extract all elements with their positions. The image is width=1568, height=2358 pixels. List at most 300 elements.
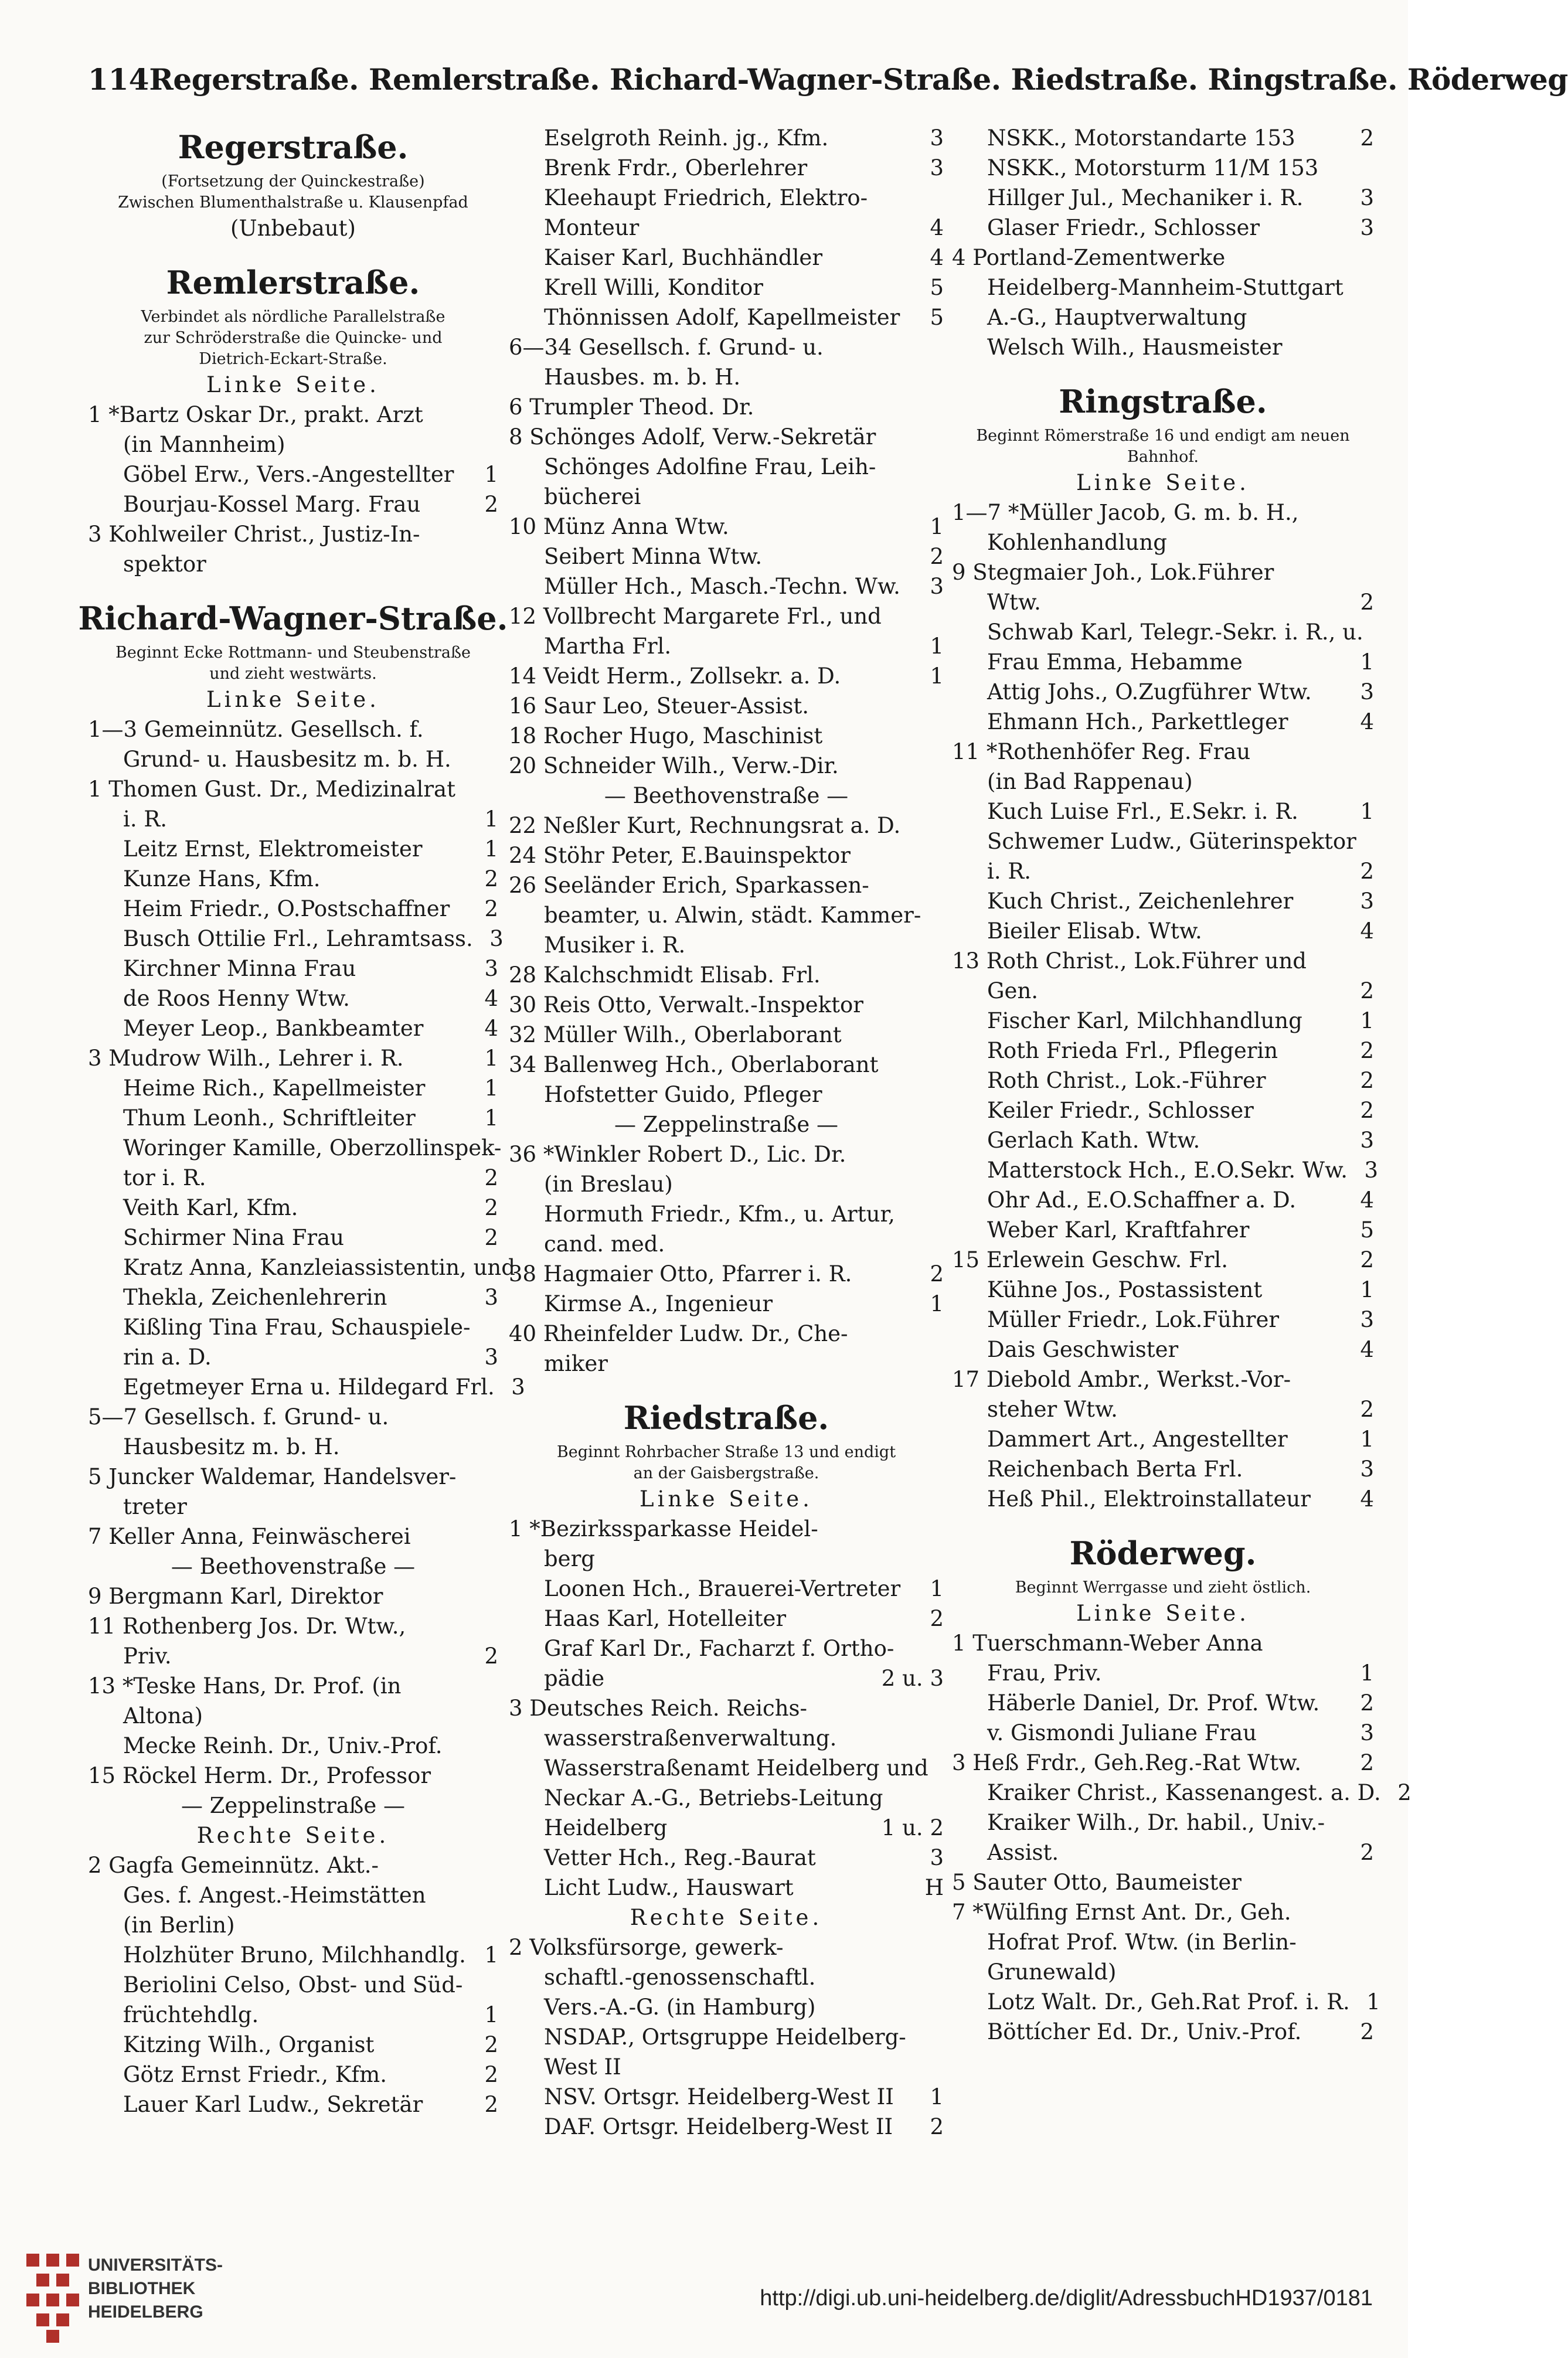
entry-text: Schwab Karl, Telegr.-Sekr. i. R., u. [987,620,1363,645]
street-heading [88,258,498,307]
entry-text: beamter, u. Alwin, städt. Kammer- [544,903,921,928]
entry-continuation [509,2052,944,2082]
entry-text: 4 Portland-Zementwerke [952,245,1226,270]
entry-text: DAF. Ortsgr. Heidelberg-West II [544,2114,893,2139]
entry-continuation [509,900,944,930]
directory-entry [88,519,498,549]
directory-entry [952,1778,1411,1808]
floor-number: 3 [1360,185,1374,210]
floor-number: 2 [484,1225,498,1250]
street-description [88,192,498,213]
entry-text: — Zeppelinstraße — [614,1112,839,1137]
entry-continuation [509,1723,944,1753]
spacer [509,1379,944,1394]
entry-text: Riedstraße. [623,1399,829,1437]
entry-text: miker [544,1351,608,1376]
directory-entry [509,1080,944,1110]
entry-continuation [952,1927,1374,1957]
directory-entry [509,1783,944,1813]
directory-entry [952,826,1374,856]
street-description [952,426,1374,447]
entry-text: Thum Leonh., Schriftleiter [123,1105,416,1131]
entry-text: 14 Veidt Herm., Zollsekr. a. D. [509,663,841,689]
directory-entry [952,1125,1374,1155]
entry-text: Keiler Friedr., Schlosser [987,1098,1254,1123]
directory-entry [952,1365,1374,1394]
floor-number: 2 [1360,1840,1374,1865]
entry-text: Wtw. [987,590,1041,615]
spacer [952,362,1374,377]
source-url[interactable]: http://digi.ub.uni-heidelberg.de/diglit/AdressbuchHD1937/0181 [760,2286,1373,2311]
floor-number: 1 [1366,1989,1380,2015]
entry-continuation [88,1432,498,1462]
floor-number: 3 [930,155,944,181]
directory-entry [509,123,944,153]
directory-entry [509,1843,944,1873]
entry-continuation [509,631,944,661]
entry-text: Leitz Ernst, Elektromeister [123,836,423,862]
floor-number: 2 [1360,1068,1374,1093]
entry-continuation [952,1957,1374,1987]
floor-number: 1 [484,1942,498,1968]
floor-number: 5 [1360,1217,1374,1243]
entry-text: pädie [544,1666,605,1691]
directory-entry [952,1748,1374,1778]
directory-entry [88,2090,498,2119]
street-heading [509,1394,944,1442]
entry-text: Beriolini Celso, Obst- und Süd- [123,1972,463,1998]
entry-continuation [509,1544,944,1574]
floor-number: 2 [484,1195,498,1220]
directory-entry [509,2112,944,2142]
entry-continuation [952,1394,1374,1424]
entry-text: i. R. [987,859,1031,884]
entry-text: 1—7 *Müller Jacob, G. m. b. H., [952,500,1299,525]
entry-text: Göbel Erw., Vers.-Angestellter [123,462,454,487]
directory-entry [952,797,1374,826]
entry-text: Lauer Karl Ludw., Sekretär [123,2092,423,2117]
directory-entry [952,1484,1374,1514]
entry-continuation [88,1342,498,1372]
entry-text: Frau Emma, Hebamme [987,649,1243,675]
entry-text: Mecke Reinh. Dr., Univ.-Prof. [123,1733,443,1758]
entry-text: 26 Seeländer Erich, Sparkassen- [509,873,869,898]
entry-text: Reichenbach Berta Frl. [987,1457,1243,1482]
directory-entry [509,691,944,721]
directory-entry [952,617,1374,647]
entry-text: Heim Friedr., O.Postschaffner [123,896,450,921]
directory-entry [509,183,944,213]
entry-text: Hofrat Prof. Wtw. (in Berlin- [987,1930,1297,1955]
entry-text: Schönges Adolfine Frau, Leih- [544,454,876,479]
entry-continuation [88,1641,498,1671]
directory-entry [509,960,944,990]
entry-text: Bieiler Elisab. Wtw. [987,918,1202,944]
floor-number: 2 [1360,1397,1374,1422]
floor-number: 2 [930,1261,944,1287]
entry-text: Kraiker Wilh., Dr. habil., Univ.- [987,1810,1325,1835]
floor-number: 1 [1360,1008,1374,1033]
entry-text: (Fortsetzung der Quinckestraße) [161,172,425,190]
entry-text: 13 Roth Christ., Lok.Führer und [952,948,1307,974]
directory-entry [509,1753,944,1783]
entry-text: Kuch Luise Frl., E.Sekr. i. R. [987,799,1298,824]
entry-text: Heidelberg [544,1815,668,1840]
entry-text: Krell Willi, Konditor [544,275,763,300]
directory-entry [952,1036,1374,1066]
entry-text: Hofstetter Guido, Pfleger [544,1082,822,1107]
floor-number: 1 [930,1576,944,1601]
entry-text: Linke Seite. [1076,1601,1250,1626]
entry-text: Hausbesitz m. b. H. [123,1434,340,1459]
entry-continuation [88,804,498,834]
entry-text: 2 Volksfürsorge, gewerk- [509,1935,784,1960]
entry-text: cand. med. [544,1231,665,1257]
entry-continuation [88,1701,498,1731]
entry-text: Grund- u. Hausbesitz m. b. H. [123,747,451,772]
floor-number: 4 [484,1016,498,1041]
entry-text: 30 Reis Otto, Verwalt.-Inspektor [509,992,863,1018]
directory-entry [88,1581,498,1611]
entry-continuation [88,1282,498,1312]
floor-number: 2 [1360,125,1374,151]
entry-text: Neckar A.-G., Betriebs-Leitung [544,1785,883,1811]
street-description [952,1577,1374,1598]
directory-entry [88,1402,498,1432]
floor-number: 2 [930,1606,944,1631]
floor-number: 3 [930,125,944,151]
entry-text: (in Bad Rappenau) [987,769,1193,794]
entry-text: Kühne Jos., Postassistent [987,1277,1263,1302]
entry-text: 6—34 Gesellsch. f. Grund- u. [509,335,824,360]
entry-text: Gerlach Kath. Wtw. [987,1128,1200,1153]
entry-text: 17 Diebold Ambr., Werkst.-Vor- [952,1367,1291,1392]
floor-number: 2 [1360,1098,1374,1123]
floor-number: 1 [1360,649,1374,675]
directory-entry [952,1245,1374,1275]
directory-entry [509,751,944,781]
entry-text: Zwischen Blumenthalstraße u. Klausenpfad [118,193,468,212]
entry-text: Beginnt Werrgasse und zieht östlich. [1015,1578,1311,1597]
directory-entry [952,2017,1374,2047]
entry-text: 1—3 Gemeinnütz. Gesellsch. f. [88,717,424,742]
entry-text: 34 Ballenweg Hch., Oberlaborant [509,1052,879,1077]
entry-continuation [509,213,944,243]
floor-number: 1 u. 2 [881,1815,944,1840]
entry-continuation [509,362,944,392]
directory-entry [952,243,1374,273]
entry-text: Loonen Hch., Brauerei-Vertreter [544,1576,901,1601]
directory-entry [88,1940,498,1970]
floor-number: 3 [1360,1457,1374,1482]
floor-number: 3 [511,1374,525,1400]
street-description [88,307,498,328]
directory-entry [88,1133,502,1163]
entry-text: Seibert Minna Wtw. [544,544,763,569]
entry-text: Brenk Frdr., Oberlehrer [544,155,808,181]
entry-continuation [952,767,1374,797]
directory-entry [509,1319,944,1349]
floor-number: 1 [484,1105,498,1131]
library-name-line: HEIDELBERG [88,2302,203,2322]
floor-number: 2 [1360,1690,1374,1716]
directory-entry [88,1372,525,1402]
floor-number: 3 [1360,215,1374,240]
section-label [509,781,944,811]
entry-text: 1 *Bezirkssparkasse Heidel- [509,1516,818,1542]
entry-text: steher Wtw. [987,1397,1118,1422]
directory-entry [509,841,944,870]
entry-continuation [952,1838,1374,1867]
entry-text: Heidelberg-Mannheim-Stuttgart [987,275,1343,300]
directory-entry [509,721,944,751]
directory-entry [952,916,1374,946]
directory-entry [88,1731,498,1761]
entry-text: Monteur [544,215,640,240]
section-label [88,370,498,400]
street-description [952,447,1374,468]
entry-text: Müller Hch., Masch.-Techn. Ww. [544,574,900,599]
directory-entry [509,1289,944,1319]
entry-text: 6 Trumpler Theod. Dr. [509,394,754,420]
floor-number: 1 [930,663,944,689]
directory-entry [88,834,498,864]
entry-continuation [509,1229,944,1259]
directory-entry [952,946,1374,976]
entry-text: Eselgroth Reinh. jg., Kfm. [544,125,829,151]
entry-text: 36 *Winkler Robert D., Lic. Dr. [509,1142,846,1167]
directory-entry [952,1275,1374,1305]
floor-number: 3 [1360,1720,1374,1745]
directory-entry [952,677,1374,707]
entry-text: Welsch Wilh., Hausmeister [987,335,1283,360]
entry-continuation [952,976,1374,1006]
directory-entry [952,1628,1374,1658]
section-label [952,1598,1374,1628]
directory-entry [509,542,944,571]
entry-text: 24 Stöhr Peter, E.Bauinspektor [509,843,851,868]
entry-text: Dammert Art., Angestellter [987,1427,1288,1452]
street-description [88,349,498,370]
directory-entry [88,1013,498,1043]
entry-text: Altona) [123,1703,203,1728]
directory-entry [88,1522,498,1551]
entry-text: Egetmeyer Erna u. Hildegard Frl. [123,1374,495,1400]
entry-continuation [88,430,498,460]
directory-entry [952,332,1374,362]
entry-text: Heß Phil., Elektroinstallateur [987,1486,1311,1512]
entry-text: Kohlenhandlung [987,530,1167,555]
entry-text: Linke Seite. [640,1486,813,1512]
running-title: Regerstraße. Remlerstraße. Richard-Wagner-Straße. Riedstraße. Ringstraße. Röderweg [149,62,1568,97]
directory-entry [509,1050,944,1080]
floor-number: 3 [1360,889,1374,914]
entry-text: — Beethovenstraße — [171,1554,416,1579]
section-label [509,1903,944,1932]
entry-text: Dietrich-Eckart-Straße. [199,350,387,368]
floor-number: 2 [484,2032,498,2057]
floor-number: 2 [1397,1780,1411,1805]
entry-continuation [952,587,1374,617]
entry-text: Kißling Tina Frau, Schauspiele- [123,1315,471,1340]
entry-text: treter [123,1494,187,1519]
directory-entry [88,774,498,804]
entry-text: Beginnt Ecke Rottmann- und Steubenstraße [115,644,471,662]
directory-entry [88,1761,498,1791]
entry-text: Kratz Anna, Kanzleiassistentin, und [123,1255,515,1280]
entry-text: Weber Karl, Kraftfahrer [987,1217,1250,1243]
page-number: 114 [88,62,149,97]
entry-continuation [952,647,1374,677]
entry-text: tor i. R. [123,1165,206,1190]
directory-entry [952,886,1374,916]
entry-text: Götz Ernst Friedr., Kfm. [123,2062,387,2087]
directory-entry [88,460,498,489]
entry-text: Vers.-A.-G. (in Hamburg) [544,1995,816,2020]
entry-text: — Beethovenstraße — [604,783,849,808]
directory-entry [88,864,498,894]
entry-text: NSKK., Motorsturm 11/M 153 [987,155,1319,181]
entry-text: Assist. [987,1840,1059,1865]
directory-entry [509,661,944,691]
entry-text: zur Schröderstraße die Quincke- und [144,329,443,347]
floor-number: 2 [484,2092,498,2117]
directory-entry [509,1634,944,1663]
entry-continuation [88,1880,498,1910]
directory-entry [509,243,944,273]
entry-text: Martha Frl. [544,634,672,659]
entry-text: Rechte Seite. [196,1823,390,1848]
library-name-line: BIBLIOTHEK [88,2279,196,2298]
directory-entry [509,2082,944,2112]
entry-text: Musiker i. R. [544,933,686,958]
entry-text: Haas Karl, Hotelleiter [544,1606,787,1631]
left-column [78,123,525,2192]
entry-text: Müller Friedr., Lok.Führer [987,1307,1280,1332]
entry-text: 12 Vollbrecht Margarete Frl., und [509,604,882,629]
section-label [88,685,498,714]
street-description [88,642,498,663]
entry-text: schaftl.-genossenschaftl. [544,1965,816,1990]
entry-text: Priv. [123,1644,172,1669]
entry-continuation [509,1663,944,1693]
entry-text: 40 Rheinfelder Ludw. Dr., Che- [509,1321,848,1346]
directory-entry [88,2030,498,2060]
entry-text: 15 Erlewein Geschw. Frl. [952,1247,1229,1272]
entry-text: 13 *Teske Hans, Dr. Prof. (in [88,1673,402,1699]
entry-text: spektor [123,552,206,577]
entry-text: (in Mannheim) [123,432,285,457]
floor-number: 4 [1360,918,1374,944]
floor-number: 3 [484,1285,498,1310]
entry-text: 5 Sauter Otto, Baumeister [952,1870,1242,1895]
floor-number: 5 [930,305,944,330]
floor-number: 4 [930,215,944,240]
floor-number: 4 [930,245,944,270]
directory-entry [952,183,1374,213]
section-label [509,1484,944,1514]
floor-number: 2 [484,866,498,892]
entry-text: Glaser Friedr., Schlosser [987,215,1260,240]
entry-text: 1 Thomen Gust. Dr., Medizinalrat [88,777,455,802]
street-heading [88,123,498,171]
directory-entry [88,1611,498,1641]
entry-text: Kirchner Minna Frau [123,956,356,981]
entry-text: (in Berlin) [123,1913,235,1938]
entry-continuation [952,302,1374,332]
directory-entry [88,400,498,430]
directory-entry [952,153,1374,183]
entry-text: Woringer Kamille, Oberzollinspek- [123,1135,502,1161]
entry-text: Hillger Jul., Mechaniker i. R. [987,185,1304,210]
directory-entry [88,1043,498,1073]
directory-entry [952,1987,1380,2017]
entry-text: A.-G., Hauptverwaltung [987,305,1247,330]
directory-entry [952,707,1374,737]
directory-entry [952,1454,1374,1484]
directory-entry [88,1312,498,1342]
entry-text: 16 Saur Leo, Steuer-Assist. [509,693,809,719]
entry-text: Thönnissen Adolf, Kapellmeister [544,305,900,330]
floor-number: H [924,1875,944,1900]
entry-continuation [509,1169,944,1199]
floor-number: 2 [484,896,498,921]
directory-entry [952,1155,1378,1185]
floor-number: 3 [1360,1128,1374,1153]
directory-entry [952,213,1374,243]
entry-text: Bahnhof. [1127,448,1199,466]
floor-number: 2 [1360,1750,1374,1775]
entry-text: West II [544,2054,621,2080]
entry-text: 1 *Bartz Oskar Dr., prakt. Arzt [88,402,423,427]
library-name-line: UNIVERSITÄTS- [88,2255,223,2275]
directory-entry [88,1073,498,1103]
directory-entry [88,1223,498,1253]
entry-text: 22 Neßler Kurt, Rechnungsrat a. D. [509,813,901,838]
entry-text: 10 Münz Anna Wtw. [509,514,729,539]
entry-text: Ringstraße. [1059,383,1267,420]
entry-text: Röderweg. [1069,1534,1257,1572]
entry-text: 5—7 Gesellsch. f. Grund- u. [88,1404,389,1430]
directory-entry [509,601,944,631]
entry-text: v. Gismondi Juliane Frau [987,1720,1257,1745]
directory-entry [88,2060,498,2090]
entry-text: 8 Schönges Adolf, Verw.-Sekretär [509,424,876,450]
directory-entry [509,1604,944,1634]
directory-entry [509,571,944,601]
street-heading [952,377,1374,426]
entry-text: Kirmse A., Ingenieur [544,1291,773,1316]
entry-text: Regerstraße. [178,128,409,166]
entry-continuation [952,273,1374,302]
floor-number: 4 [1360,709,1374,734]
entry-text: Licht Ludw., Hauswart [544,1875,794,1900]
directory-entry [88,489,498,519]
floor-number: 1 [484,1046,498,1071]
entry-text: Grunewald) [987,1959,1117,1985]
directory-entry [952,1215,1374,1245]
floor-number: 2 [1360,2019,1374,2044]
entry-continuation [952,856,1374,886]
entry-text: Vetter Hch., Reg.-Baurat [544,1845,816,1870]
directory-entry [952,123,1374,153]
section-label [509,1110,944,1139]
directory-entry [952,498,1374,528]
entry-text: 2 Gagfa Gemeinnütz. Akt.- [88,1853,379,1878]
directory-entry [509,452,944,482]
directory-entry [88,1253,515,1282]
street-description [509,1442,944,1463]
